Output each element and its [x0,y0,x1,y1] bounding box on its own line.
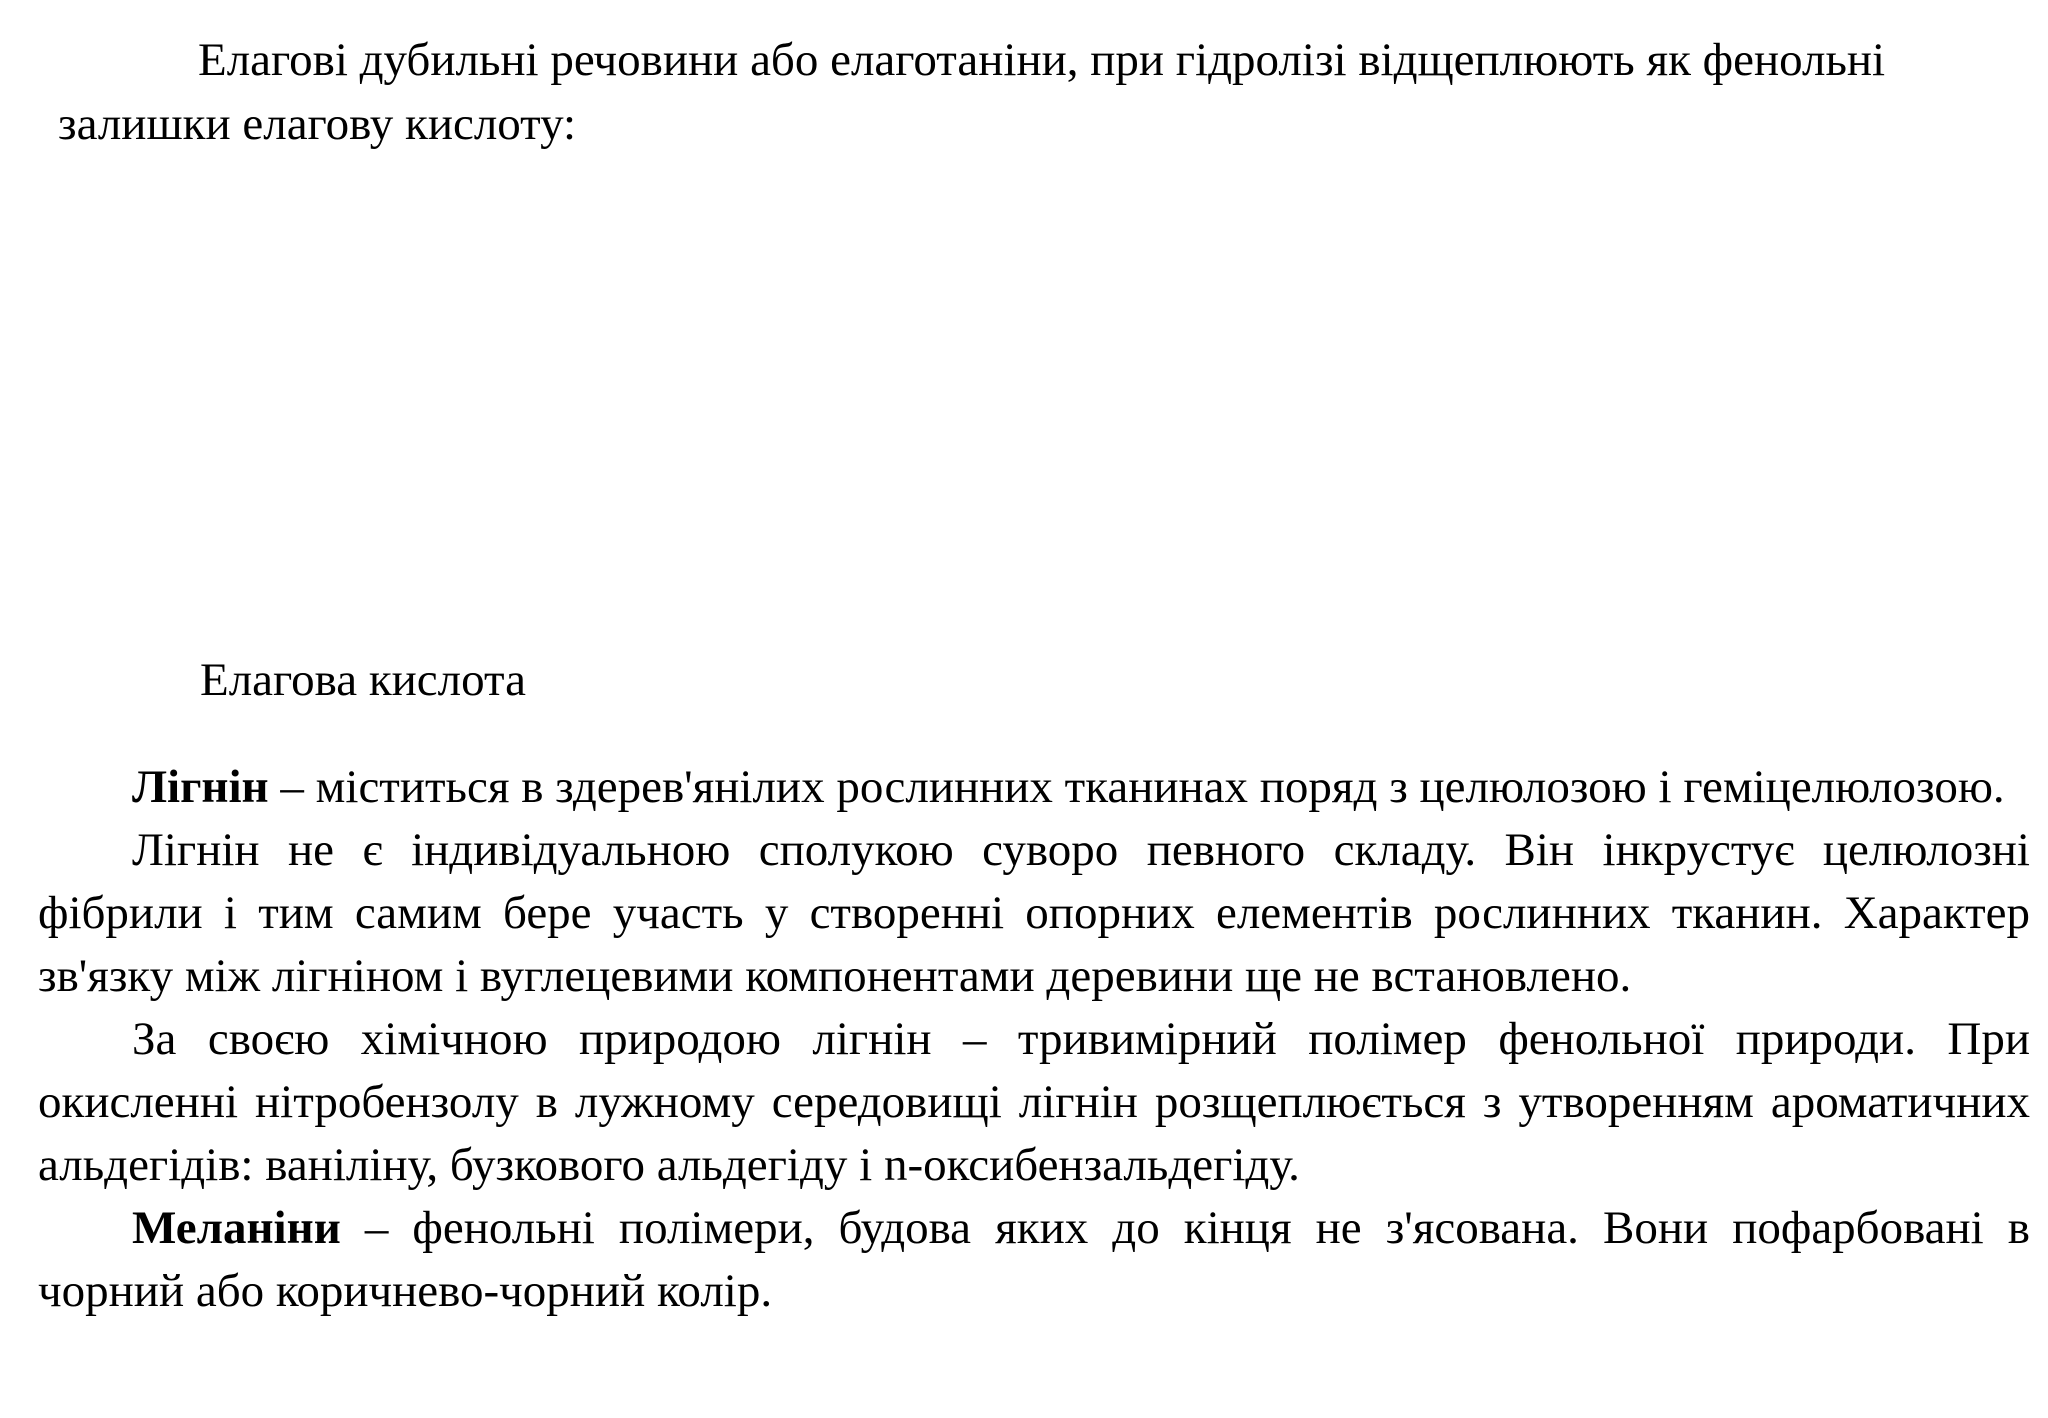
figure-caption: Елагова кислота [200,654,526,706]
body-text [38,756,2030,1323]
term-melanins: Меланіни [132,1202,341,1254]
paragraph-text: Лігнін не є індивідуальною сполукою суворо певного складу. Він інкрустує целюлозні фібрили і тим самим бере участь у створенні опорних елементів рослинних тканин. Характер зв'язку між лігніном і вуглецевими компонентами деревини ще не встановлено. [38,824,2030,1002]
intro-paragraph [58,28,1998,156]
term-lignin: Лігнін [132,761,269,813]
paragraph-text: – фенольні полімери, будова яких до кінця не з'ясована. Вони пофарбовані в чорний або коричнево-чорний колір. [38,1202,2030,1317]
paragraph-text: За своєю хімічною природою лігнін – тривимірний полімер фенольної природи. При окисленні нітробензолу в лужному середовищі лігнін розщеплюється з утворенням ароматичних альдегідів: ваніліну, бузкового альдегіду і n-оксибензальдегіду. [38,1013,2030,1191]
paragraph-lignin-nature [38,1008,2030,1197]
paragraph-lignin [38,756,2030,819]
paragraph-melanins [38,1197,2030,1323]
paragraph-lignin-composition [38,819,2030,1008]
intro-text: Елагові дубильні речовини або елаготаніни, при гідролізі відщеплюють як фенольні залишки елагову кислоту: [58,34,1886,150]
paragraph-text: – міститься в здерев'янілих рослинних тканинах поряд з целюлозою і геміцелюлозою. [268,761,2005,813]
